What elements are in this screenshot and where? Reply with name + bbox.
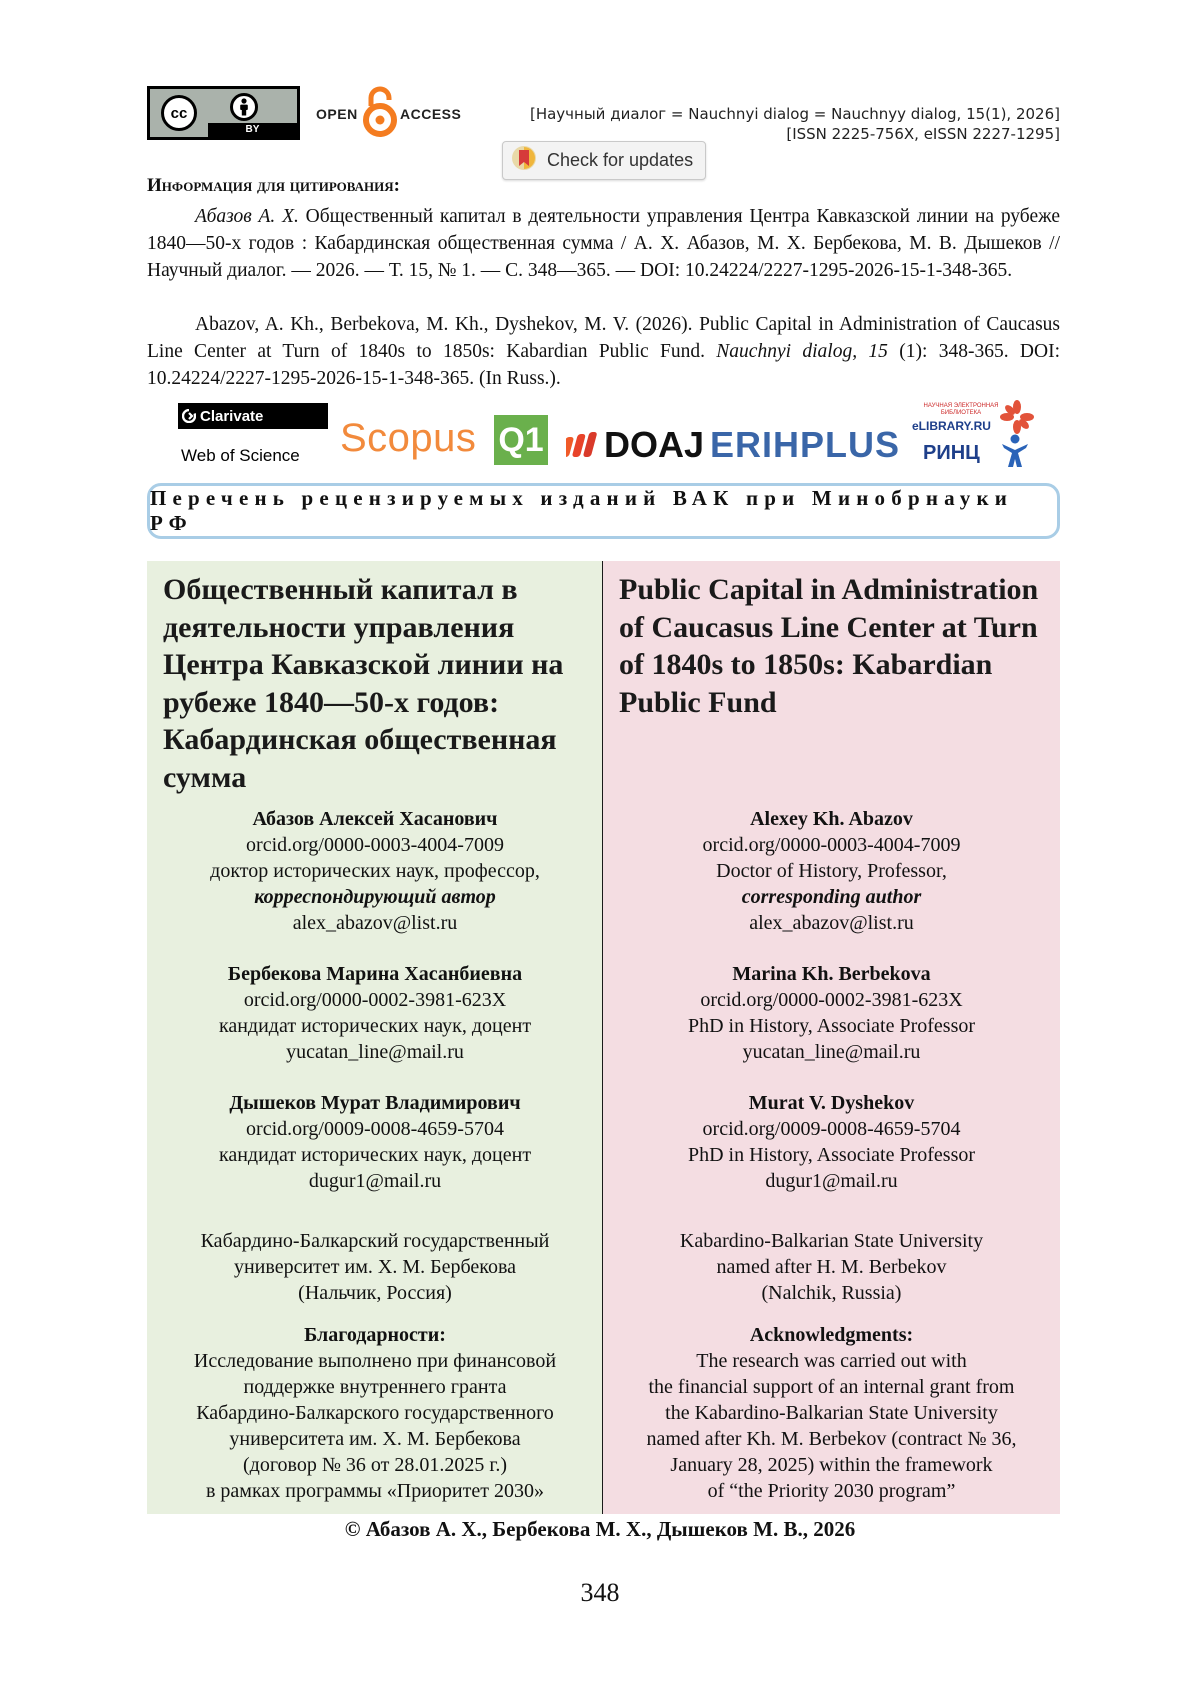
ack-line: The research was carried out with (696, 1350, 967, 1372)
open-access-open-text: OPEN (316, 106, 358, 122)
author-name: Абазов Алексей Хасанович (252, 808, 498, 830)
ack-line: January 28, 2025) within the framework (670, 1454, 993, 1476)
author-orcid[interactable]: orcid.org/0000-0002-3981-623X (243, 989, 507, 1011)
ack-line: the Kabardino-Balkarian State University (665, 1402, 998, 1424)
author-ru-1 (147, 806, 603, 936)
citation-ru-text: Общественный капитал в деятельности управления Центра Кавказской линии на рубеже 1840—50-х годов : Кабардинская общественная сумма / А. Х. Абазов, М. Х. Бербекова, М. В. Дышеков // Научный диалог. — 2026. — Т. 15, № 1. — С. 348—365. — DOI: 10.24224/2227-1295-2026-15-1-348-365. (147, 206, 1060, 281)
author-email[interactable]: dugur1@mail.ru (765, 1170, 898, 1192)
author-degree: кандидат исторических наук, доцент (218, 1144, 532, 1166)
affiliation-location: (Нальчик, Россия) (298, 1282, 452, 1304)
journal-line: [Научный диалог = Nauchnyi dialog = Nauchnyy dialog, 15(1), 2026] (529, 105, 1060, 123)
author-degree: доктор исторических наук, профессор, (210, 860, 540, 882)
article-title-ru: Общественный капитал в деятельности управления Центра Кавказской линии на рубеже 1840—50-х годов: Кабардинская общественная сумма (163, 573, 564, 794)
affiliation-line: Кабардино-Балкарский государственный (200, 1230, 550, 1252)
ack-line: Кабардино-Балкарского государственного (196, 1402, 554, 1424)
author-orcid[interactable]: orcid.org/0009-0008-4659-5704 (246, 1118, 504, 1140)
vak-banner: Перечень рецензируемых изданий ВАК при Минобрнауки РФ (147, 483, 1060, 539)
clarivate-icon (182, 409, 196, 423)
doaj-logo (566, 424, 704, 466)
author-name: Alexey Kh. Abazov (750, 808, 913, 830)
copyright-line: © Абазов А. Х., Бербекова М. Х., Дышеков М. В., 2026 (344, 1517, 856, 1541)
author-degree: Doctor of History, Professor, (716, 860, 947, 882)
author-ru-3 (147, 1090, 603, 1194)
affiliation-en (603, 1228, 1060, 1306)
author-degree: PhD in History, Associate Professor (687, 1015, 976, 1037)
citation-heading: Информация для цитирования: (147, 175, 400, 196)
author-email[interactable]: alex_abazov@list.ru (749, 912, 914, 934)
author-en-1 (603, 806, 1060, 936)
author-name: Бербекова Марина Хасанбиевна (227, 963, 523, 985)
rinc-person-icon (1000, 434, 1030, 473)
author-name: Murat V. Dyshekov (748, 1092, 915, 1114)
citation-ru-authors: Абазов А. Х. (195, 206, 299, 227)
clarivate-logo (178, 403, 328, 429)
author-orcid[interactable]: orcid.org/0009-0008-4659-5704 (702, 1118, 961, 1140)
affiliation-ru (147, 1228, 603, 1306)
crossmark-icon (511, 144, 537, 177)
erihplus-logo: ERIHPLUS (710, 424, 901, 465)
ack-line: the financial support of an internal grant from (648, 1376, 1015, 1398)
elibrary-caption: НАУЧНАЯ ЭЛЕКТРОННАЯ БИБЛИОТЕКА (923, 403, 999, 416)
open-access-lock-icon (362, 86, 398, 143)
affiliation-line: университет им. Х. М. Бербекова (233, 1256, 517, 1278)
author-degree: кандидат исторических наук, доцент (218, 1015, 532, 1037)
english-column (603, 561, 1060, 1514)
cc-icon: cc (161, 95, 197, 131)
elibrary-logo: eLIBRARY.RU (912, 419, 991, 433)
author-email[interactable]: yucatan_line@mail.ru (286, 1041, 464, 1063)
open-access-access-text: ACCESS (400, 106, 462, 122)
article-title-en: Public Capital in Administration of Caucasus Line Center at Turn of 1840s to 1850s: Kabardian Public Fund (619, 573, 1039, 719)
doaj-icon (566, 430, 602, 460)
scopus-logo: Scopus (340, 416, 477, 460)
citation-en-journal: Nauchnyi dialog, 15 (716, 341, 888, 362)
corresponding-author-label: корреспондирующий автор (254, 886, 496, 908)
citation-ru (147, 203, 1060, 284)
journal-info (530, 104, 1060, 144)
author-ru-2 (147, 961, 603, 1065)
page-number: 348 (580, 1578, 620, 1607)
cc-by-label: BY (208, 123, 297, 137)
author-en-2 (603, 961, 1060, 1065)
russian-column (147, 561, 603, 1514)
ack-line: Исследование выполнено при финансовой (193, 1350, 557, 1372)
author-orcid[interactable]: orcid.org/0000-0003-4004-7009 (246, 834, 504, 856)
acknowledgments-heading: Благодарности: (304, 1324, 446, 1346)
rinc-logo: РИНЦ (923, 442, 980, 464)
open-access-access-label (400, 106, 461, 124)
check-for-updates-button[interactable] (502, 141, 706, 180)
ack-line: университета им. Х. М. Бербекова (229, 1428, 521, 1450)
acknowledgments-heading: Acknowledgments: (749, 1324, 914, 1346)
ack-line: (договор № 36 от 28.01.2025 г.) (242, 1454, 507, 1476)
open-access-logo (316, 106, 358, 124)
affiliation-line: named after H. M. Berbekov (716, 1256, 947, 1278)
author-name: Marina Kh. Berbekova (732, 963, 931, 985)
author-email[interactable]: yucatan_line@mail.ru (742, 1041, 921, 1063)
cc-by-license-badge (147, 86, 300, 140)
author-name: Дышеков Мурат Владимирович (229, 1092, 521, 1114)
affiliation-line: Kabardino-Balkarian State University (679, 1230, 984, 1252)
ack-line: в рамках программы «Приоритет 2030» (205, 1480, 544, 1502)
check-for-updates-label: Check for updates (547, 150, 694, 170)
ack-line: of “the Priority 2030 program” (707, 1480, 956, 1502)
acknowledgments-ru (147, 1322, 603, 1504)
q1-badge: Q1 (494, 415, 548, 465)
affiliation-location: (Nalchik, Russia) (761, 1282, 902, 1304)
clarivate-text: Clarivate (200, 407, 264, 425)
author-orcid[interactable]: orcid.org/0000-0003-4004-7009 (702, 834, 961, 856)
web-of-science-text: Web of Science (181, 446, 300, 465)
attribution-person-icon (230, 93, 258, 121)
ack-line: поддержке внутреннего гранта (243, 1376, 507, 1398)
author-email[interactable]: alex_abazov@list.ru (292, 912, 458, 934)
author-orcid[interactable]: orcid.org/0000-0002-3981-623X (700, 989, 963, 1011)
doaj-text: DOAJ (604, 424, 705, 465)
acknowledgments-en (603, 1322, 1060, 1504)
author-email[interactable]: dugur1@mail.ru (308, 1170, 442, 1192)
corresponding-author-label: corresponding author (741, 886, 922, 908)
citation-en-after: (1): 348-365. DOI: 10.24224/2227-1295-2026-15-1-348-365. (In Russ.). (147, 341, 1060, 389)
author-degree: PhD in History, Associate Professor (687, 1144, 976, 1166)
author-en-3 (603, 1090, 1060, 1194)
citation-en-before: Abazov, A. Kh., Berbekova, M. Kh., Dyshekov, M. V. (2026). Public Capital in Administration of Caucasus Line Center at Turn of 1840s to 1850s: Kabardian Public Fund. (147, 314, 1060, 362)
ack-line: named after Kh. M. Berbekov (contract № 36, (646, 1428, 1017, 1450)
issn-line: [ISSN 2225-756X, eISSN 2227-1295] (786, 125, 1060, 143)
citation-en (147, 311, 1060, 392)
